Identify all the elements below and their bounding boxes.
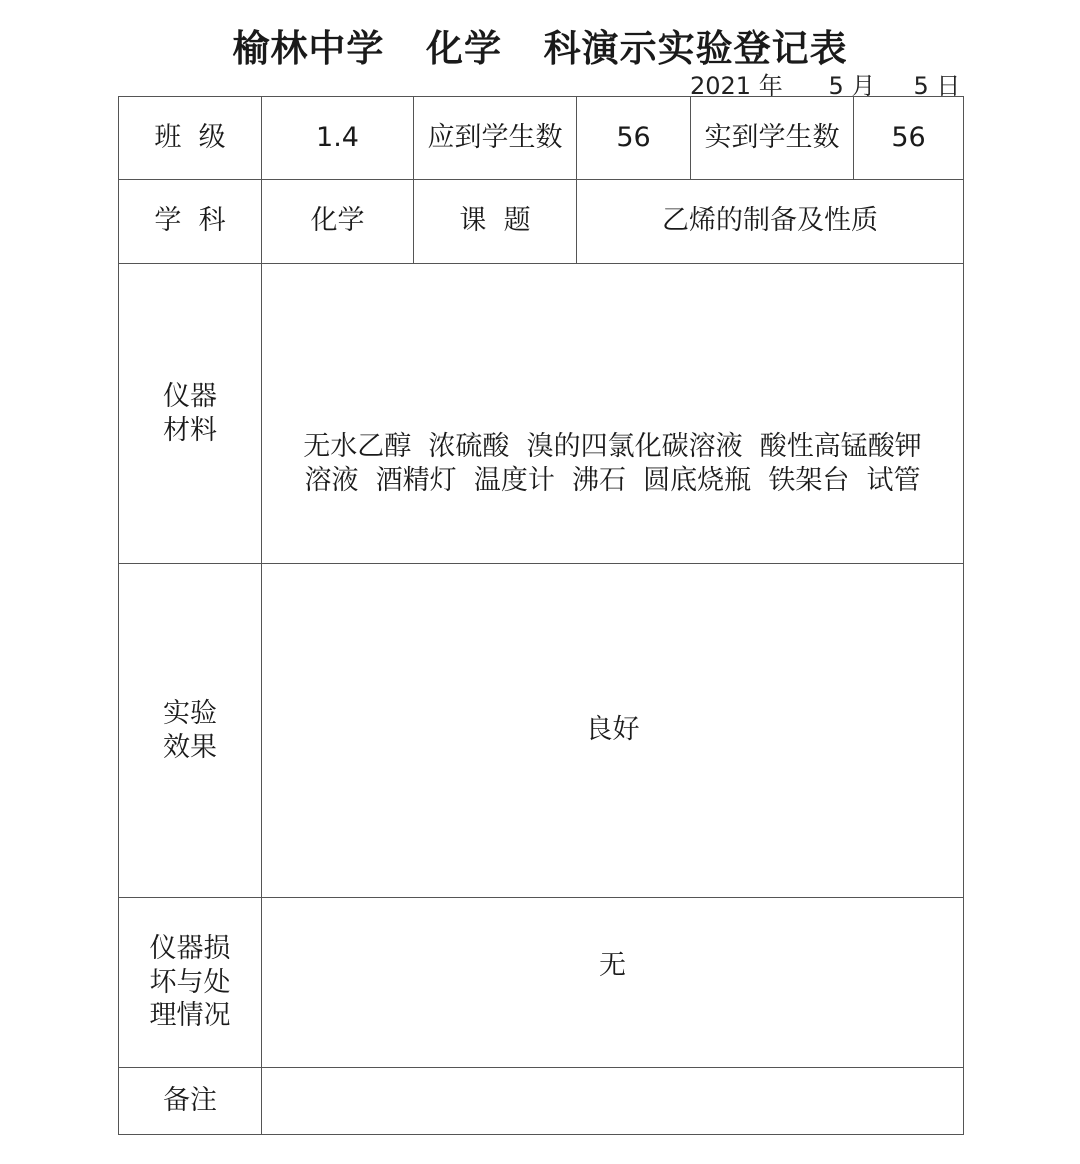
expected-students-label: 应到学生数 (414, 97, 577, 180)
effect-value: 良好 (262, 564, 964, 898)
table-row-damage (119, 898, 964, 1068)
table-row-remarks (119, 1068, 964, 1135)
damage-value (262, 898, 964, 1068)
effect-label-line: 效果 (163, 731, 217, 763)
materials-line: 无水乙醇 浓硫酸 溴的四氯化碳溶液 酸性高锰酸钾 (303, 430, 922, 462)
damage-label (119, 898, 262, 1068)
class-value: 1.4 (262, 97, 414, 180)
actual-students-value: 56 (854, 97, 964, 180)
page-title: 榆林中学 化学 科演示实验登记表 (232, 27, 848, 70)
registration-table (118, 96, 964, 1135)
expected-students-value: 56 (577, 97, 691, 180)
class-label: 班 级 (119, 97, 262, 180)
materials-line: 溶液 酒精灯 温度计 沸石 圆底烧瓶 铁架台 试管 (304, 464, 921, 496)
table-row-effect (119, 564, 964, 898)
damage-label-line: 理情况 (149, 1000, 231, 1032)
damage-label-line: 仪器损 (149, 932, 231, 964)
materials-label-line: 仪器 (163, 380, 217, 412)
damage-value-text: 无 (599, 950, 626, 981)
damage-label-line: 坏与处 (149, 966, 231, 998)
table-row-materials (119, 264, 964, 564)
remarks-label: 备注 (119, 1068, 262, 1135)
materials-value (262, 264, 964, 564)
topic-value: 乙烯的制备及性质 (577, 180, 964, 264)
topic-label: 课 题 (414, 180, 577, 264)
table-row-class (119, 97, 964, 180)
actual-students-label: 实到学生数 (691, 97, 854, 180)
effect-label (119, 564, 262, 898)
subject-value: 化学 (262, 180, 414, 264)
materials-label (119, 264, 262, 564)
effect-label-line: 实验 (163, 697, 217, 729)
subject-label: 学 科 (119, 180, 262, 264)
materials-label-line: 材料 (163, 414, 217, 446)
remarks-value (262, 1068, 964, 1135)
table-row-subject (119, 180, 964, 264)
date-line: 2021 年 5 月 5 日 (690, 72, 961, 100)
